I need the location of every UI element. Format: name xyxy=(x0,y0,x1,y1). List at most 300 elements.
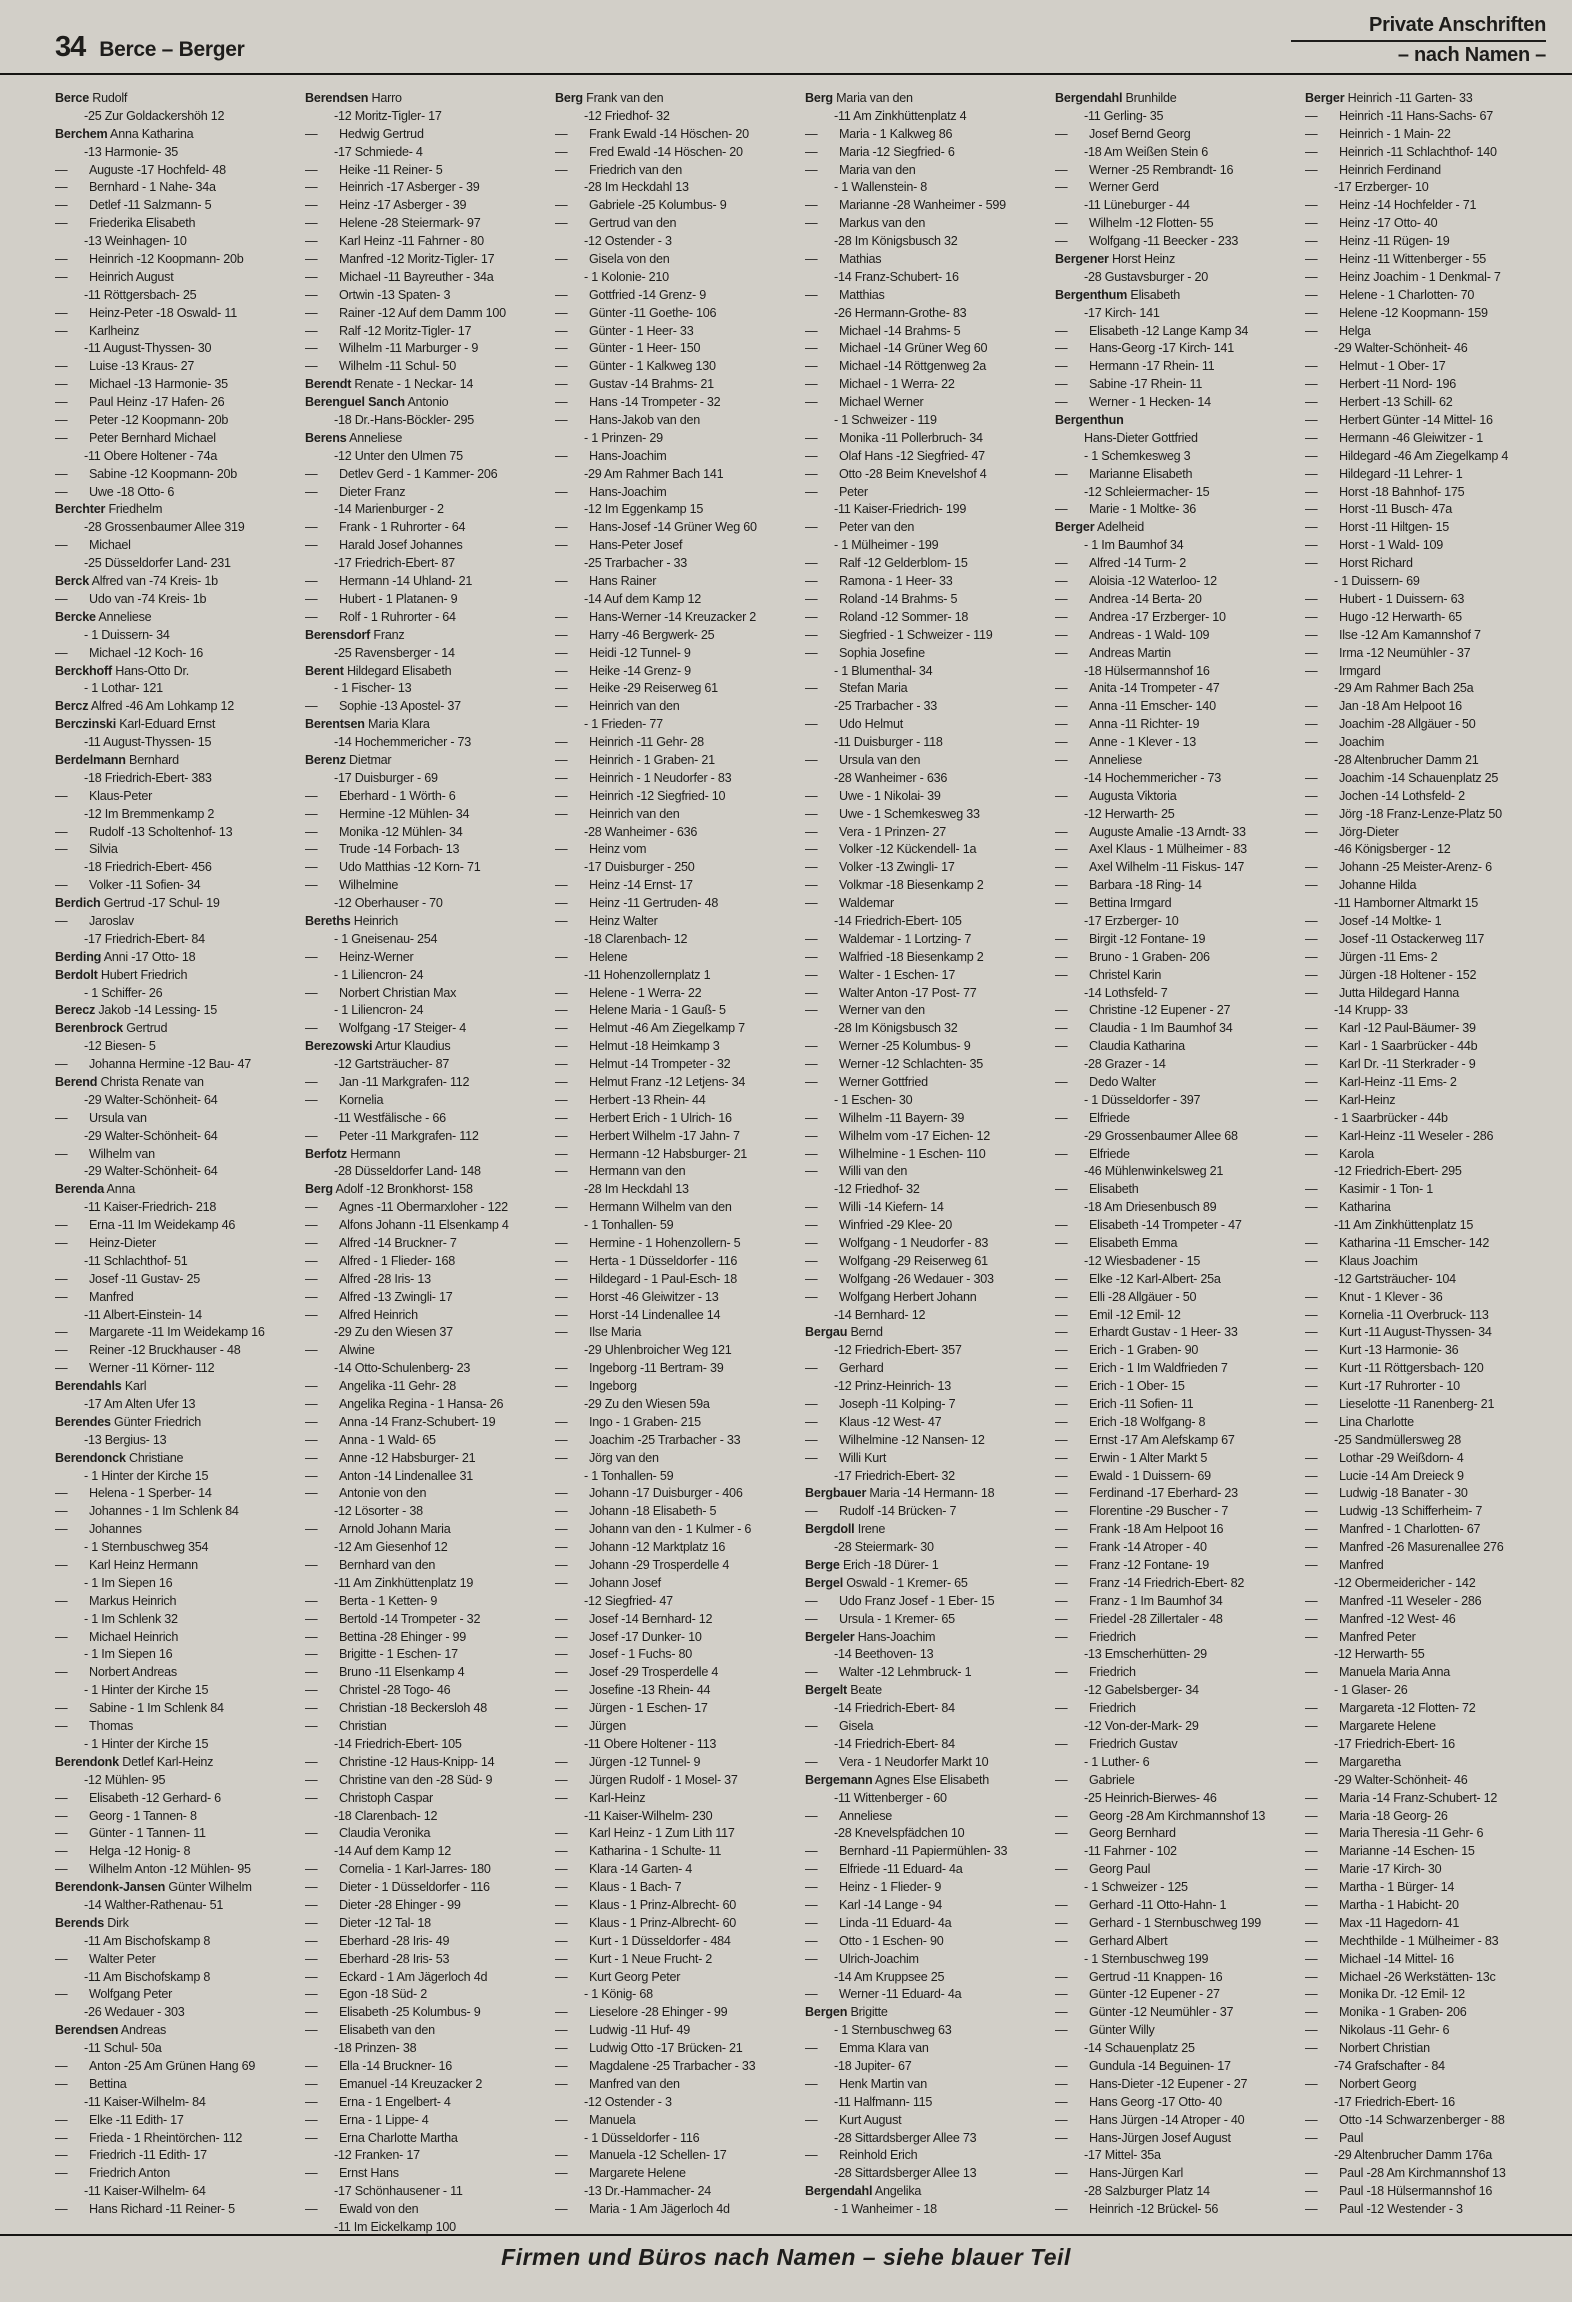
directory-line: — Walter Peter xyxy=(55,1951,156,1966)
directory-line: — Werner -12 Schlachten- 35 xyxy=(805,1057,984,1072)
directory-line: — Karl-Heinz xyxy=(1305,1092,1396,1107)
directory-line: — Rudolf -13 Scholtenhof- 13 xyxy=(55,824,233,839)
directory-line: — Heinz-Werner xyxy=(305,949,414,964)
directory-line: — Kurt August xyxy=(805,2112,902,2127)
directory-line: — Jan -18 Am Helpoot 16 xyxy=(1305,699,1462,714)
directory-line: — Reiner -12 Bruckhauser - 48 xyxy=(55,1343,241,1358)
directory-line: -13 Weinhagen- 10 xyxy=(84,234,187,249)
directory-line: -11 Am Zinkhüttenplatz 4 xyxy=(834,108,967,123)
directory-line: — Wolfgang -11 Beecker - 233 xyxy=(1055,234,1239,249)
directory-line: -25 Zur Goldackershöh 12 xyxy=(84,108,225,123)
directory-line: — Günter - 1 Heer- 150 xyxy=(555,341,701,356)
directory-line: — Hans-Josef -14 Grüner Weg 60 xyxy=(555,520,757,535)
directory-line: — Peter Bernhard Michael xyxy=(55,430,216,445)
directory-line: — Heinrich -11 Hans-Sachs- 67 xyxy=(1305,108,1494,123)
directory-line: — Sabine -17 Rhein- 11 xyxy=(1055,377,1203,392)
directory-line: - 1 Lothar- 121 xyxy=(84,681,163,696)
directory-line: — Volker -11 Sofien- 34 xyxy=(55,878,201,893)
directory-line: — Karl -14 Lange - 94 xyxy=(805,1897,943,1912)
directory-line: — Mathias xyxy=(805,252,882,267)
directory-line: — Fred Ewald -14 Höschen- 20 xyxy=(555,144,743,159)
directory-line: — Heinrich van den xyxy=(555,806,680,821)
directory-line: — Frieda - 1 Rheintörchen- 112 xyxy=(55,2130,243,2145)
directory-line: — Anna -11 Richter- 19 xyxy=(1055,717,1200,732)
directory-line: — Paul -28 Am Kirchmannshof 13 xyxy=(1305,2166,1506,2181)
directory-line: - 1 Im Baumhof 34 xyxy=(1084,538,1184,553)
directory-line: — Jürgen xyxy=(555,1719,627,1734)
directory-line: — Friedrich xyxy=(1055,1629,1136,1644)
directory-line: — Anita -14 Trompeter - 47 xyxy=(1055,681,1220,696)
directory-line: — Willi Kurt xyxy=(805,1450,887,1465)
directory-line: -14 Marienburger - 2 xyxy=(334,502,444,517)
directory-line: — Werner - 1 Hecken- 14 xyxy=(1055,395,1211,410)
directory-line: — Katharina - 1 Schulte- 11 xyxy=(555,1844,722,1859)
directory-line: — Anne - 1 Klever - 13 xyxy=(1055,735,1197,750)
directory-line: — Helga -12 Honig- 8 xyxy=(55,1844,191,1859)
directory-line: -14 Hochemmericher - 73 xyxy=(1084,770,1222,785)
directory-line: — Antonie von den xyxy=(305,1486,427,1501)
directory-line: — Hans-Jürgen Karl xyxy=(1055,2166,1183,2181)
directory-line: -25 Trarbacher - 33 xyxy=(584,556,688,571)
directory-line: — Erhardt Gustav - 1 Heer- 33 xyxy=(1055,1325,1238,1340)
directory-line: — Elisabeth -12 Gerhard- 6 xyxy=(55,1790,221,1805)
directory-line: — Cornelia - 1 Karl-Jarres- 180 xyxy=(305,1862,491,1877)
directory-line: — Andrea -14 Berta- 20 xyxy=(1055,591,1202,606)
directory-line: -17 Kirch- 141 xyxy=(1084,305,1160,320)
directory-entry: Bergenthun xyxy=(1055,413,1124,428)
directory-line: — Gertrud -11 Knappen- 16 xyxy=(1055,1969,1223,1984)
directory-line: — Hans -14 Trompeter - 32 xyxy=(555,395,721,410)
directory-line: — Dieter Franz xyxy=(305,484,406,499)
directory-line: — Herta - 1 Düsseldorfer - 116 xyxy=(555,1253,738,1268)
directory-line: — Helmut - 1 Ober- 17 xyxy=(1305,359,1446,374)
directory-line: — Bruno - 1 Graben- 206 xyxy=(1055,949,1210,964)
directory-entry: Berend Christa Renate van xyxy=(55,1074,204,1089)
directory-line: — Werner -11 Eduard- 4a xyxy=(805,1987,962,2002)
directory-line: — Hildegard -11 Lehrer- 1 xyxy=(1305,466,1463,481)
directory-line: — Elli -28 Allgäuer - 50 xyxy=(1055,1289,1197,1304)
directory-line: — Knut - 1 Klever - 36 xyxy=(1305,1289,1443,1304)
directory-entry: Berensdorf Franz xyxy=(305,627,405,642)
directory-line: - 1 Frieden- 77 xyxy=(584,717,663,732)
directory-line: — Helga xyxy=(1305,323,1371,338)
directory-line: — Brigitte - 1 Eschen- 17 xyxy=(305,1647,458,1662)
directory-line: — Klaus - 1 Prinz-Albrecht- 60 xyxy=(555,1915,736,1930)
directory-line: - 1 Wanheimer - 18 xyxy=(834,2202,937,2217)
directory-line: — Michael -14 Mittel- 16 xyxy=(1305,1951,1454,1966)
directory-line: -17 Friedrich-Ebert- 84 xyxy=(84,931,205,946)
directory-line: — Elke -12 Karl-Albert- 25a xyxy=(1055,1271,1221,1286)
directory-line: — Walter Anton -17 Post- 77 xyxy=(805,985,977,1000)
directory-line: — Helene -12 Koopmann- 159 xyxy=(1305,305,1488,320)
directory-line: -12 Lösorter - 38 xyxy=(334,1504,423,1519)
directory-line: -17 Friedrich-Ebert- 16 xyxy=(1334,2094,1455,2109)
directory-line: -29 Walter-Schönheit- 64 xyxy=(84,1128,218,1143)
directory-line: — Alfred Heinrich xyxy=(305,1307,418,1322)
directory-line: — Kornelia xyxy=(305,1092,384,1107)
directory-line: — Manuela -12 Schellen- 17 xyxy=(555,2148,727,2163)
directory-line: -12 Moritz-Tigler- 17 xyxy=(334,108,442,123)
directory-line: -18 Friedrich-Ebert- 383 xyxy=(84,770,212,785)
directory-line: -11 Am Bischofskamp 8 xyxy=(84,1933,211,1948)
directory-line: — Kurt -17 Ruhrorter - 10 xyxy=(1305,1379,1460,1394)
directory-line: — Gustav -14 Brahms- 21 xyxy=(555,377,714,392)
directory-line: — Werner -25 Rembrandt- 16 xyxy=(1055,162,1234,177)
directory-line: — Elisabeth xyxy=(1055,1182,1139,1197)
directory-line: -14 Franz-Schubert- 16 xyxy=(834,269,959,284)
directory-line: — Karl-Heinz -11 Weseler - 286 xyxy=(1305,1128,1494,1143)
directory-line: -28 Im Heckdahl 13 xyxy=(584,180,689,195)
directory-line: — Florentine -29 Buscher - 7 xyxy=(1055,1504,1229,1519)
directory-line: — Heinz -14 Hochfelder - 71 xyxy=(1305,198,1477,213)
directory-line: — Jürgen -18 Holtener - 152 xyxy=(1305,967,1477,982)
directory-line: — Franz - 1 Im Baumhof 34 xyxy=(1055,1593,1223,1608)
directory-line: - 1 Düsseldorfer - 397 xyxy=(1084,1092,1201,1107)
directory-line: -11 Obere Holtener - 113 xyxy=(584,1736,717,1751)
directory-line: — Gottfried -14 Grenz- 9 xyxy=(555,287,706,302)
directory-line: — Bettina xyxy=(55,2076,127,2091)
directory-line: — Claudia Veronika xyxy=(305,1826,431,1841)
directory-line: -14 Bernhard- 12 xyxy=(834,1307,926,1322)
directory-line: — Hermann -17 Rhein- 11 xyxy=(1055,359,1215,374)
directory-line: -11 Gerling- 35 xyxy=(1084,108,1164,123)
directory-entry: Berck Alfred van -74 Kreis- 1b xyxy=(55,574,218,589)
directory-line: — Ernst Hans xyxy=(305,2166,399,2181)
directory-line: -12 Oberhauser - 70 xyxy=(334,896,443,911)
directory-line: -12 Ostender - 3 xyxy=(584,234,672,249)
directory-line: — Jürgen - 1 Eschen- 17 xyxy=(555,1701,708,1716)
directory-line: -14 Krupp- 33 xyxy=(1334,1003,1408,1018)
directory-line: — Auguste Amalie -13 Arndt- 33 xyxy=(1055,824,1246,839)
directory-entry: Bergdoll Irene xyxy=(805,1522,886,1537)
directory-line: — Emil -12 Emil- 12 xyxy=(1055,1307,1181,1322)
directory-entry: Berentsen Maria Klara xyxy=(305,717,430,732)
directory-line: — Wilhelm vom -17 Eichen- 12 xyxy=(805,1128,990,1143)
directory-line: -14 Schauenplatz 25 xyxy=(1084,2041,1195,2056)
directory-line: — Michael -14 Grüner Weg 60 xyxy=(805,341,988,356)
directory-line: — Roland -12 Sommer- 18 xyxy=(805,609,969,624)
footer-rule xyxy=(0,2234,1572,2236)
directory-line: — Norbert Christian Max xyxy=(305,985,457,1000)
directory-line: -18 Clarenbach- 12 xyxy=(334,1808,438,1823)
directory-line: — Angelika Regina - 1 Hansa- 26 xyxy=(305,1397,504,1412)
directory-line: — Harry -46 Bergwerk- 25 xyxy=(555,627,715,642)
directory-line: — Maria -18 Georg- 26 xyxy=(1305,1808,1448,1823)
directory-line: — Hermann -14 Uhland- 21 xyxy=(305,574,473,589)
directory-line: -12 Gabelsberger- 34 xyxy=(1084,1683,1199,1698)
directory-line: — Josef -14 Moltke- 1 xyxy=(1305,913,1442,928)
directory-line: — Elfriede xyxy=(1055,1146,1130,1161)
directory-line: -28 Grazer - 14 xyxy=(1084,1057,1166,1072)
directory-line: — Karl Dr. -11 Sterkrader - 9 xyxy=(1305,1057,1476,1072)
directory-line: — Lieselotte -11 Ranenberg- 21 xyxy=(1305,1397,1495,1412)
footer-note: Firmen und Büros nach Namen – siehe blauer Teil xyxy=(501,2244,1071,2270)
directory-line: — Josef -29 Trosperdelle 4 xyxy=(555,1665,719,1680)
directory-line: - 1 Duissern- 34 xyxy=(84,627,170,642)
header-divider xyxy=(1291,40,1546,42)
directory-line: — Kurt Georg Peter xyxy=(555,1969,681,1984)
directory-line: - 1 Wallenstein- 8 xyxy=(834,180,928,195)
directory-line: — Horst -11 Hiltgen- 15 xyxy=(1305,520,1450,535)
directory-line: — Margarete Helene xyxy=(555,2166,686,2181)
directory-line: -28 Knevelspfädchen 10 xyxy=(834,1826,965,1841)
directory-line: — Ursula van xyxy=(55,1110,147,1125)
directory-line: — Helene -28 Steiermark- 97 xyxy=(305,216,481,231)
directory-entry: Berfotz Hermann xyxy=(305,1146,401,1161)
directory-line: -17 Erzberger- 10 xyxy=(1334,180,1429,195)
directory-line: — Andreas - 1 Wald- 109 xyxy=(1055,627,1210,642)
directory-line: -12 Herwarth- 25 xyxy=(1084,806,1175,821)
directory-line: — Heinrich August xyxy=(55,269,174,284)
directory-line: — Walter -12 Lehmbruck- 1 xyxy=(805,1665,972,1680)
directory-line: — Kornelia -11 Overbruck- 113 xyxy=(1305,1307,1489,1322)
directory-line: -26 Hermann-Grothe- 83 xyxy=(834,305,967,320)
directory-line: - 1 Kolonie- 210 xyxy=(584,269,669,284)
directory-line: — Heike -14 Grenz- 9 xyxy=(555,663,691,678)
directory-line: — Roland -14 Brahms- 5 xyxy=(805,591,958,606)
directory-line: — Alfred - 1 Flieder- 168 xyxy=(305,1253,456,1268)
directory-line: — Jürgen -12 Tunnel- 9 xyxy=(555,1754,701,1769)
directory-line: — Jaroslav xyxy=(55,913,134,928)
directory-line: — Wilhelm -11 Marburger - 9 xyxy=(305,341,479,356)
directory-line: — Horst -14 Lindenallee 14 xyxy=(555,1307,721,1322)
directory-line: — Günter - 1 Kalkweg 130 xyxy=(555,359,716,374)
directory-line: -11 Kaiser-Wilhelm- 230 xyxy=(584,1808,713,1823)
directory-line: -18 Dr.-Hans-Böckler- 295 xyxy=(334,413,475,428)
directory-line: — Ewald - 1 Duissern- 69 xyxy=(1055,1468,1211,1483)
directory-line: -12 Wiesbadener - 15 xyxy=(1084,1253,1201,1268)
directory-line: — Frank - 1 Ruhrorter - 64 xyxy=(305,520,466,535)
directory-line: — Franz -14 Friedrich-Ebert- 82 xyxy=(1055,1575,1245,1590)
header-right xyxy=(1246,14,1546,67)
directory-line: — Helmut Franz -12 Letjens- 34 xyxy=(555,1074,746,1089)
directory-line: — Heinrich -12 Siegfried- 10 xyxy=(555,788,726,803)
directory-line: — Helmut -46 Am Ziegelkamp 7 xyxy=(555,1021,745,1036)
directory-line: — Ingeborg xyxy=(555,1379,637,1394)
directory-line: -12 Siegfried- 47 xyxy=(584,1593,673,1608)
directory-line: - 1 Liliencron- 24 xyxy=(334,1003,424,1018)
directory-line: -29 Walter-Schönheit- 64 xyxy=(84,1164,218,1179)
directory-line: -12 Am Giesenhof 12 xyxy=(334,1540,448,1555)
directory-line: — Marianne -28 Wanheimer - 599 xyxy=(805,198,1006,213)
directory-line: — Franz -12 Fontane- 19 xyxy=(1055,1558,1210,1573)
directory-line: — Michael - 1 Werra- 22 xyxy=(805,377,955,392)
directory-line: — Helene - 1 Werra- 22 xyxy=(555,985,702,1000)
directory-line: — Margareta -12 Flotten- 72 xyxy=(1305,1701,1476,1716)
directory-line: — Norbert Georg xyxy=(1305,2076,1417,2091)
directory-line: -14 Otto-Schulenberg- 23 xyxy=(334,1361,471,1376)
directory-line: — Karl Heinz Hermann xyxy=(55,1558,198,1573)
directory-line: — Max -11 Hagedorn- 41 xyxy=(1305,1915,1460,1930)
directory-line: — Sabine -12 Koopmann- 20b xyxy=(55,466,238,481)
directory-line: — Uwe - 1 Schemkesweg 33 xyxy=(805,806,980,821)
directory-line: -12 Friedrich-Ebert- 295 xyxy=(1334,1164,1462,1179)
directory-entry: Berenguel Sanch Antonio xyxy=(305,395,449,410)
directory-line: - 1 Duissern- 69 xyxy=(1334,574,1420,589)
directory-entry: Berg Maria van den xyxy=(805,91,913,105)
directory-line: — Heinz-Dieter xyxy=(55,1236,156,1250)
directory-line: -18 Hülsermannshof 16 xyxy=(1084,663,1210,678)
directory-line: - 1 Prinzen- 29 xyxy=(584,430,663,445)
directory-line: — Wilhelmine -12 Nansen- 12 xyxy=(805,1432,985,1447)
directory-line: — Hans Rainer xyxy=(555,574,657,589)
directory-line: — Angelika -11 Gehr- 28 xyxy=(305,1379,457,1394)
directory-line: - 1 Luther- 6 xyxy=(1084,1754,1150,1769)
directory-entry: Berding Anni -17 Otto- 18 xyxy=(55,949,196,964)
directory-line: — Karola xyxy=(1305,1146,1374,1161)
directory-line: -12 Schleiermacher- 15 xyxy=(1084,484,1210,499)
directory-line: — Stefan Maria xyxy=(805,681,908,696)
directory-line: — Otto -14 Schwarzenberger - 88 xyxy=(1305,2112,1505,2127)
directory-entry: Berendes Günter Friedrich xyxy=(55,1414,202,1429)
directory-line: — Agnes -11 Obermarxloher - 122 xyxy=(305,1200,508,1215)
directory-entry: Bergendahl Brunhilde xyxy=(1055,91,1177,105)
directory-line: — Gabriele -25 Kolumbus- 9 xyxy=(555,198,727,213)
directory-line: — Michael -11 Bayreuther - 34a xyxy=(305,269,494,284)
directory-line: — Vera - 1 Prinzen- 27 xyxy=(805,824,947,839)
directory-line: -12 Friedhof- 32 xyxy=(834,1182,920,1197)
directory-line: -14 Beethoven- 13 xyxy=(834,1647,934,1662)
directory-entry: Berdolt Hubert Friedrich xyxy=(55,967,188,982)
directory-line: -14 Hochemmericher - 73 xyxy=(334,735,472,750)
directory-line: - 1 Sternbuschweg 199 xyxy=(1084,1951,1209,1966)
directory-line: — Friedrich xyxy=(1055,1701,1136,1716)
directory-line: — Alfons Johann -11 Elsenkamp 4 xyxy=(305,1218,509,1233)
directory-line: — Wolfgang -17 Steiger- 4 xyxy=(305,1021,467,1036)
directory-line: — Gertrud van den xyxy=(555,216,677,231)
directory-line: -11 Hamborner Altmarkt 15 xyxy=(1334,896,1479,911)
directory-line: — Uwe -18 Otto- 6 xyxy=(55,484,175,499)
directory-line: -25 Heinrich-Bierwes- 46 xyxy=(1084,1790,1217,1805)
directory-entry: Berce Rudolf xyxy=(55,91,128,105)
section-subtitle: – nach Namen – xyxy=(1397,44,1546,66)
directory-line: - 1 Im Siepen 16 xyxy=(84,1647,173,1662)
directory-line: — Lina Charlotte xyxy=(1305,1414,1414,1429)
directory-line: — Anton -25 Am Grünen Hang 69 xyxy=(55,2058,256,2073)
directory-line: — Ella -14 Bruckner- 16 xyxy=(305,2058,453,2073)
directory-line: — Helene Maria - 1 Gauß- 5 xyxy=(555,1003,726,1018)
directory-line: — Matthias xyxy=(805,287,885,302)
directory-line: - 1 Tonhallen- 59 xyxy=(584,1218,674,1233)
directory-line: -12 Im Bremmenkamp 2 xyxy=(84,806,215,821)
directory-line: — Kurt - 1 Düsseldorfer - 484 xyxy=(555,1933,731,1948)
directory-line: — Karl-Heinz -11 Ems- 2 xyxy=(1305,1074,1457,1089)
directory-entry: Berg Frank van den xyxy=(555,91,664,105)
directory-line: — Michael -26 Werkstätten- 13c xyxy=(1305,1969,1496,1984)
directory-entry: Berchem Anna Katharina xyxy=(55,126,194,141)
directory-line: -18 Prinzen- 38 xyxy=(334,2041,417,2056)
directory-line: — Ilse -12 Am Kamannshof 7 xyxy=(1305,627,1481,642)
directory-line: — Johann Josef xyxy=(555,1575,661,1590)
directory-line: — Hans-Jakob van den xyxy=(555,413,701,428)
directory-line: — Ewald von den xyxy=(305,2202,419,2217)
directory-line: — Frank -14 Atroper - 40 xyxy=(1055,1540,1207,1555)
directory-line: — Erna Charlotte Martha xyxy=(305,2130,458,2145)
directory-line: — Sabine - 1 Im Schlenk 84 xyxy=(55,1701,224,1716)
directory-line: — Waldemar xyxy=(805,896,894,911)
directory-line: — Peter van den xyxy=(805,520,915,535)
directory-line: -29 Altenbrucher Damm 176a xyxy=(1334,2148,1493,2163)
directory-line: — Johann -25 Meister-Arenz- 6 xyxy=(1305,860,1492,875)
directory-line: -11 Obere Holtener - 74a xyxy=(84,448,218,463)
directory-line: — Maria - 1 Am Jägerloch 4d xyxy=(555,2202,730,2217)
directory-line: — Olaf Hans -12 Siegfried- 47 xyxy=(805,448,985,463)
directory-line: -14 Auf dem Kamp 12 xyxy=(584,591,702,606)
directory-line: — Reinhold Erich xyxy=(805,2148,918,2163)
directory-entry: Berchter Friedhelm xyxy=(55,502,163,517)
directory-line: — Bernhard -11 Papiermühlen- 33 xyxy=(805,1844,1008,1859)
directory-line: -17 Erzberger- 10 xyxy=(1084,913,1179,928)
directory-line: — Josef -14 Bernhard- 12 xyxy=(555,1611,713,1626)
directory-line: — Friederika Elisabeth xyxy=(55,216,196,231)
directory-line: — Hans-Dieter -12 Eupener - 27 xyxy=(1055,2076,1248,2091)
directory-line: -29 Walter-Schönheit- 64 xyxy=(84,1092,218,1107)
directory-columns xyxy=(55,90,1546,2232)
directory-line: — Heike -29 Reiserweg 61 xyxy=(555,681,718,696)
directory-line: — Ingeborg -11 Bertram- 39 xyxy=(555,1361,724,1376)
directory-line: — Bernhard - 1 Nahe- 34a xyxy=(55,180,216,195)
directory-line: - 1 König- 68 xyxy=(584,1987,653,2002)
directory-line: — Michael -13 Harmonie- 35 xyxy=(55,377,228,392)
directory-line: — Heinrich -11 Schlachthof- 140 xyxy=(1305,144,1497,159)
directory-line: — Norbert Andreas xyxy=(55,1665,177,1680)
directory-entry: Berendsen Harro xyxy=(305,91,402,105)
directory-line: -13 Dr.-Hammacher- 24 xyxy=(584,2184,712,2199)
directory-line: - 1 Saarbrücker - 44b xyxy=(1334,1110,1448,1125)
directory-line: — Augusta Viktoria xyxy=(1055,788,1177,803)
directory-line: — Arnold Johann Maria xyxy=(305,1522,451,1537)
directory-line: — Monika -12 Mühlen- 34 xyxy=(305,824,463,839)
directory-line: — Markus van den xyxy=(805,216,926,231)
directory-line: Hans-Dieter Gottfried xyxy=(1084,430,1198,445)
directory-line: -29 Zu den Wiesen 59a xyxy=(584,1397,710,1412)
directory-line: — Johannes - 1 Im Schlenk 84 xyxy=(55,1504,239,1519)
directory-line: - 1 Eschen- 30 xyxy=(834,1092,913,1107)
directory-line: — Horst -46 Gleiwitzer - 13 xyxy=(555,1289,719,1304)
directory-line: -28 Steiermark- 30 xyxy=(834,1540,934,1555)
directory-line: — Manuela xyxy=(555,2112,636,2127)
directory-line: -11 Duisburger - 118 xyxy=(834,735,943,750)
directory-line: -11 Kaiser-Wilhelm- 84 xyxy=(84,2094,206,2109)
directory-line: — Heinrich - 1 Graben- 21 xyxy=(555,752,715,767)
directory-entry: Berenbrock Gertrud xyxy=(55,1021,168,1036)
directory-line: - 1 Liliencron- 24 xyxy=(334,967,424,982)
directory-line: — Herbert Erich - 1 Ulrich- 16 xyxy=(555,1110,732,1125)
directory-line: -18 Jupiter- 67 xyxy=(834,2058,912,2073)
directory-line: -29 Grossenbaumer Allee 68 xyxy=(1084,1128,1238,1143)
directory-line: — Elisabeth Emma xyxy=(1055,1236,1178,1250)
directory-line: — Eberhard - 1 Wörth- 6 xyxy=(305,788,456,803)
directory-line: — Peter -11 Markgrafen- 112 xyxy=(305,1128,479,1143)
directory-line: — Michael -12 Koch- 16 xyxy=(55,645,204,660)
directory-line: -14 Auf dem Kamp 12 xyxy=(334,1844,452,1859)
directory-line: — Karl Heinz - 1 Zum Lith 117 xyxy=(555,1826,735,1841)
directory-line: — Harald Josef Johannes xyxy=(305,538,463,553)
directory-line: -11 Albert-Einstein- 14 xyxy=(84,1307,202,1322)
directory-column-5 xyxy=(1055,90,1296,2232)
directory-entry: Bereths Heinrich xyxy=(305,913,398,928)
directory-line: — Friedrich Anton xyxy=(55,2166,170,2181)
directory-line: — Manfred xyxy=(55,1289,134,1304)
directory-entry: Berg Adolf -12 Bronkhorst- 158 xyxy=(305,1182,473,1197)
directory-entry: Berendt Renate - 1 Neckar- 14 xyxy=(305,377,474,392)
directory-line: -14 Lothsfeld- 7 xyxy=(1084,985,1168,1000)
directory-line: — Bertold -14 Trompeter - 32 xyxy=(305,1611,481,1626)
directory-line: — Detlev Gerd - 1 Kammer- 206 xyxy=(305,466,498,481)
directory-entry: Bergendahl Angelika xyxy=(805,2184,922,2199)
directory-line: — Horst -18 Bahnhof- 175 xyxy=(1305,484,1465,499)
directory-line: - 1 Glaser- 26 xyxy=(1334,1683,1408,1698)
